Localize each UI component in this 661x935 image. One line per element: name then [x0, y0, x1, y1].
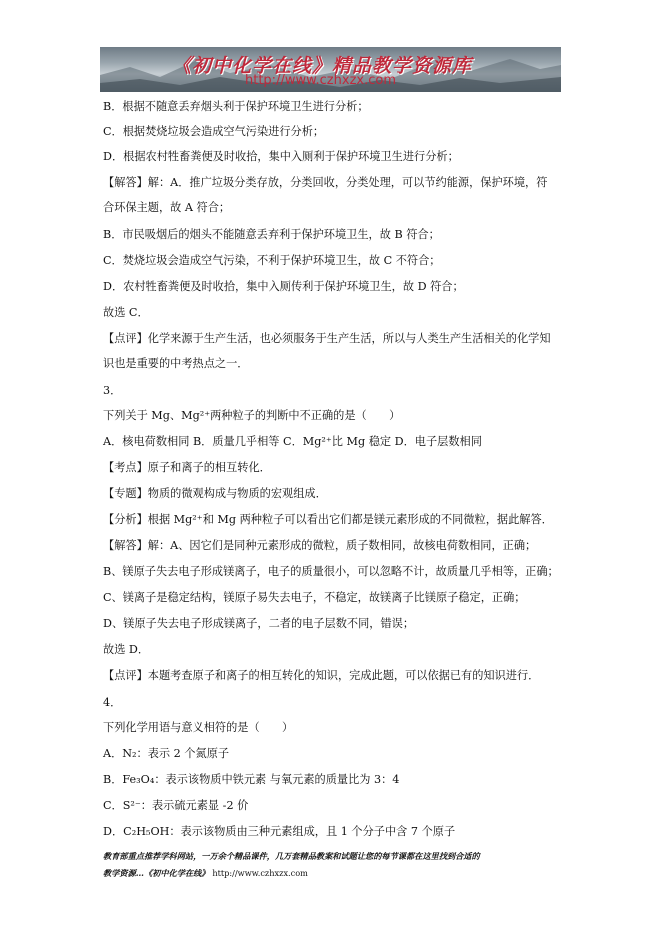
banner-title: 《初中化学在线》精品教学资源库	[172, 55, 473, 77]
text-line: 【解答】解：A．推广垃圾分类存放，分类回收，分类处理，可以节约能源，保护环境，符	[103, 176, 548, 189]
question-option: A．N₂：表示 2 个氮原子	[103, 747, 230, 760]
text-line: 【考点】原子和离子的相互转化．	[103, 461, 271, 474]
footer-url: http://www.czhxzx.com	[212, 868, 308, 878]
text-line: B、镁原子失去电子形成镁离子，电子的质量很小，可以忽略不计，故质量几乎相等，正确；	[103, 565, 559, 578]
question-number: 3．	[103, 384, 122, 397]
question-text: 下列关于 Mg、Mg²⁺两种粒子的判断中不正确的是（ ）	[103, 409, 401, 422]
text-line: 【专题】物质的微观构成与物质的宏观组成．	[103, 487, 327, 500]
banner-url: http://www.czhxzx.com	[245, 73, 396, 88]
text-line: 故选 C．	[103, 306, 149, 319]
question-option: C．S²⁻：表示硫元素显 -2 价	[103, 799, 249, 812]
text-line: B．根据不随意丢弃烟头利于保护环境卫生进行分析；	[103, 100, 369, 113]
text-line: 识也是重要的中考热点之一．	[103, 357, 249, 370]
text-line: 【点评】化学来源于生产生活，也必须服务于生产生活，所以与人类生产生活相关的化学知	[103, 332, 551, 345]
text-line: 故选 D．	[103, 643, 150, 656]
text-line: D、镁原子失去电子形成镁离子，二者的电子层数不同，错误；	[103, 617, 415, 630]
text-line: C．焚烧垃圾会造成空气污染，不利于保护环境卫生，故 C 不符合；	[103, 254, 441, 267]
question-number: 4．	[103, 696, 122, 709]
text-line: 【解答】解：A、因它们是同种元素形成的微粒，质子数相同，故核电荷数相同，正确；	[103, 539, 537, 552]
footer-line-2	[103, 868, 308, 879]
question-option: B．Fe₃O₄：表示该物质中铁元素 与氧元素的质量比为 3：4	[103, 773, 400, 786]
footer-line: 教育部重点推荐学科网站，一万余个精品课件，几万套精品教案和试题让您的每节课都在这里找到合适的	[103, 851, 480, 861]
text-line: D．根据农村牲畜粪便及时收拾，集中入厕利于保护环境卫生进行分析；	[103, 150, 459, 163]
text-line: 【点评】本题考查原子和离子的相互转化的知识，完成此题，可以依据已有的知识进行．	[103, 669, 540, 682]
question-option: D．C₂H₅OH：表示该物质由三种元素组成，且 1 个分子中含 7 个原子	[103, 825, 456, 838]
text-line: 【分析】根据 Mg²⁺和 Mg 两种粒子可以看出它们都是镁元素形成的不同微粒，据此解答．	[103, 513, 553, 526]
question-text: 下列化学用语与意义相符的是（ ）	[103, 721, 294, 734]
text-line: 合环保主题，故 A 符合；	[103, 201, 231, 214]
text-line: C．根据焚烧垃圾会造成空气污染进行分析；	[103, 125, 325, 138]
footer-text: 教学资源…《初中化学在线》	[103, 868, 210, 878]
header-banner	[100, 47, 561, 92]
text-line: B．市民吸烟后的烟头不能随意丢弃利于保护环境卫生，故 B 符合；	[103, 228, 440, 241]
text-line: D．农村牲畜粪便及时收拾，集中入厕传利于保护环境卫生，故 D 符合；	[103, 280, 464, 293]
question-options: A．核电荷数相同 B．质量几乎相等 C．Mg²⁺比 Mg 稳定 D．电子层数相同	[103, 435, 482, 448]
text-line: C、镁离子是稳定结构，镁原子易失去电子，不稳定，故镁离子比镁原子稳定，正确；	[103, 591, 526, 604]
